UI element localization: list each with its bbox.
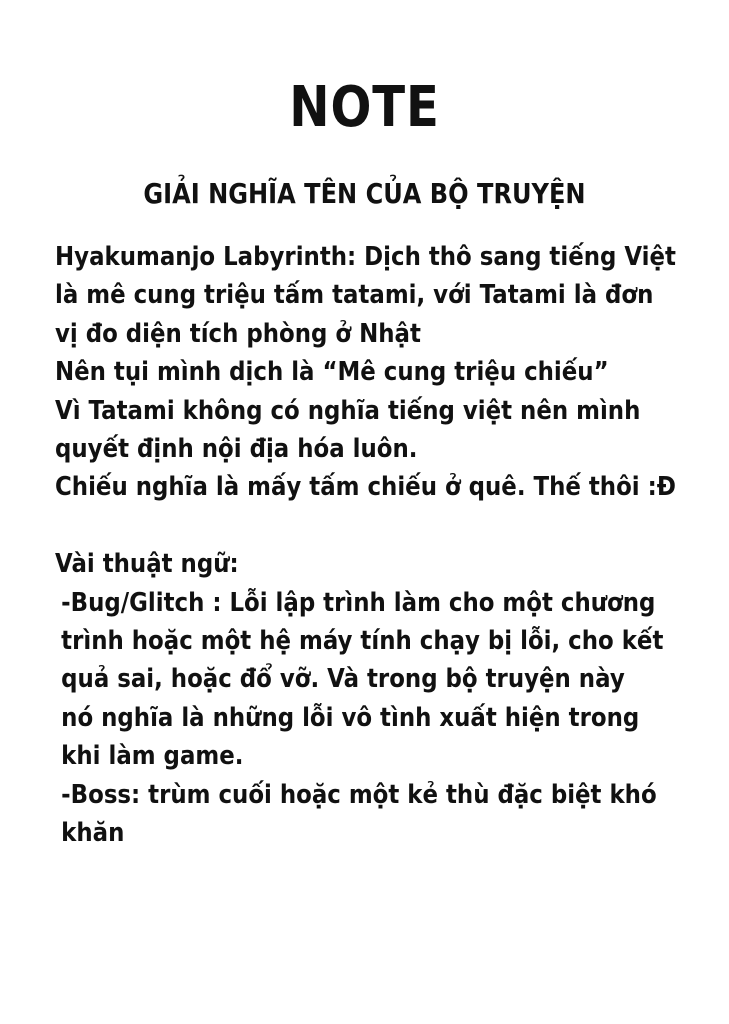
paragraph-line: vị đo diện tích phòng ở Nhật	[55, 318, 421, 349]
paragraph-line: Hyakumanjo Labyrinth: Dịch thô sang tiếng Việt	[55, 242, 676, 272]
paragraph-line: Vì Tatami không có nghĩa tiếng việt nên mình	[55, 395, 641, 426]
glossary-line: khi làm game.	[61, 741, 244, 772]
glossary-line: -Bug/Glitch : Lỗi lập trình làm cho một chương	[61, 587, 656, 618]
glossary-line: khăn	[61, 818, 125, 849]
paragraph-line: là mê cung triệu tấm tatami, với Tatami là đơn	[55, 280, 654, 311]
paragraph-line: quyết định nội địa hóa luôn.	[55, 434, 418, 465]
paragraph-line: Nên tụi mình dịch là “Mê cung triệu chiếu”	[55, 357, 609, 388]
glossary-heading: Vài thuật ngữ:	[55, 549, 239, 580]
glossary-line: -Boss: trùm cuối hoặc một kẻ thù đặc biệt khó	[61, 779, 657, 810]
page-subtitle: GIẢI NGHĨA TÊN CỦA BỘ TRUYỆN	[143, 177, 586, 210]
page-title: NOTE	[289, 75, 440, 140]
glossary-line: trình hoặc một hệ máy tính chạy bị lỗi, cho kết	[61, 626, 664, 657]
spacer	[55, 507, 715, 545]
paragraph-line: Chiếu nghĩa là mấy tấm chiếu ở quê. Thế thôi :Đ	[55, 472, 676, 503]
glossary-line: quả sai, hoặc đổ vỡ. Và trong bộ truyện này	[61, 664, 625, 695]
glossary-line: nó nghĩa là những lỗi vô tình xuất hiện trong	[61, 702, 640, 733]
note-body	[55, 238, 715, 852]
